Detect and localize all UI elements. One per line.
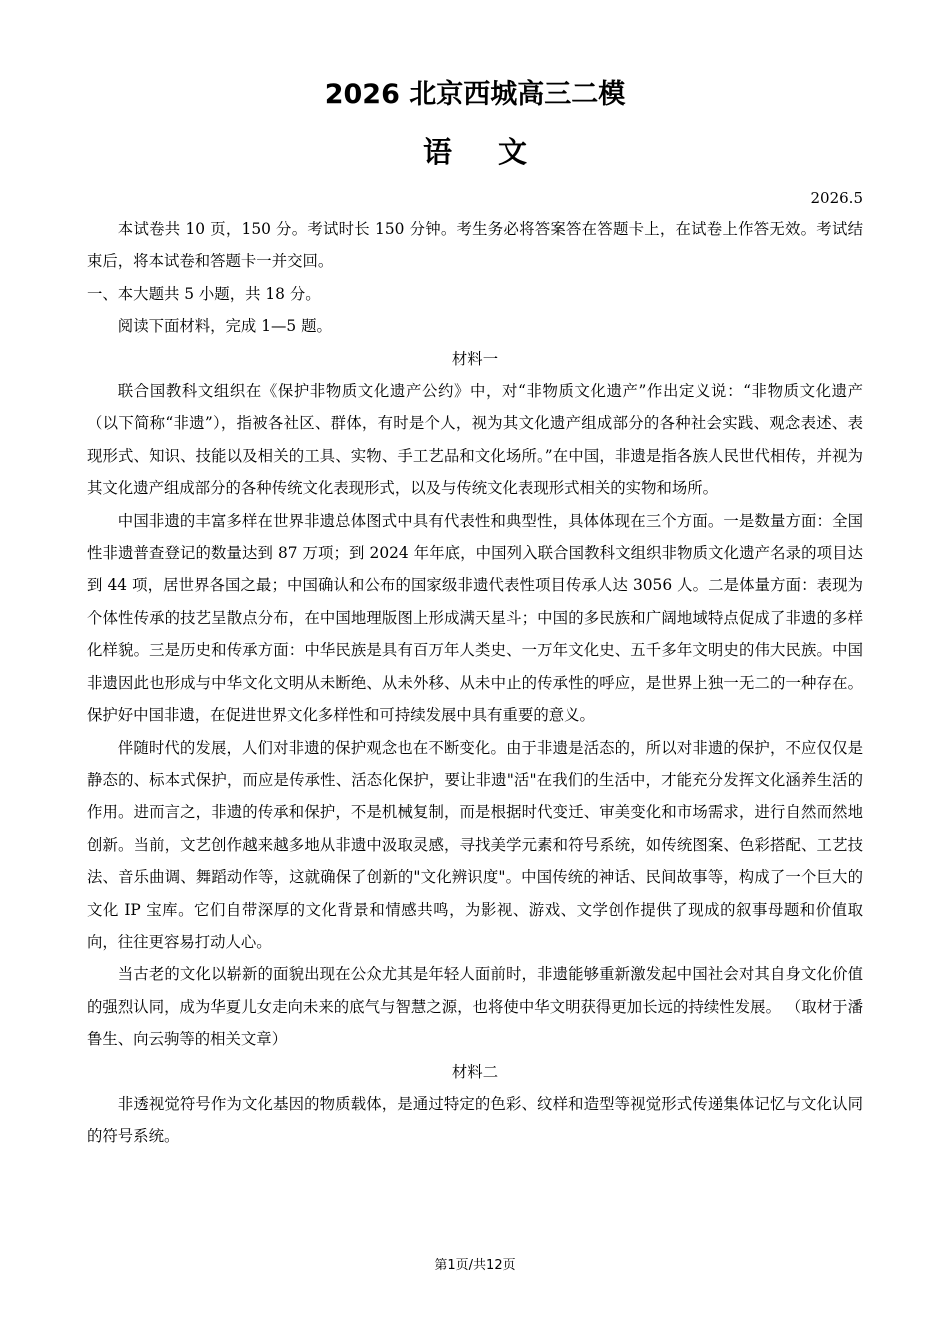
page-number: 第1页/共12页 bbox=[434, 1258, 516, 1273]
material-one-paragraph: 联合国教科文组织在《保护非物质文化遗产公约》中，对“非物质文化遗产”作出定义说：“非物质文化遗产（以下简称“非遗”），指被各社区、群体，有时是个人，视为其文化遗产组成部分的各种社会实践、观念表述、表现形式、知识、技能以及相关的工具、实物、手工艺品和文化场所。”在中国，非遗是指各族人民世代相传，并视为其文化遗产组成部分的各种传统文化表现形式，以及与传统文化表现形式相关的实物和场所。 bbox=[87, 382, 863, 498]
exam-instructions: 本试卷共 10 页，150 分。考试时长 150 分钟。考生务必将答案答在答题卡上，在试卷上作答无效。考试结束后，将本试卷和答题卡一并交回。 bbox=[87, 220, 863, 271]
material-one-paragraph: 中国非遗的丰富多样在世界非遗总体图式中具有代表性和典型性，具体体现在三个方面。一是数量方面：全国性非遗普查登记的数量达到 87 万项；到 2024 年年底，中国列入联合国教科文组织非物质文化遗产名录的项目达到 44 项，居世界各国之最；中国确认和公布的国家级非遗代表性项目传承人达 3056 人。二是体量方面：表现为个体性传承的技艺呈散点分布，在中国地理版图上形成满天星斗；中国的多民族和广阔地域特点促成了非遗的多样化样貌。三是历史和传承方面：中华民族是具有百万年人类史、一万年文化史、五千多年文明史的伟大民族。中国非遗因此也形成与中华文化文明从未断绝、从未外移、从未中止的传承性的呼应，是世界上独一无二的一种存在。保护好中国非遗，在促进世界文化多样性和可持续发展中具有重要的意义。 bbox=[87, 511, 863, 725]
section-prompt: 阅读下面材料，完成 1—5 题。 bbox=[117, 317, 332, 336]
exam-body bbox=[87, 213, 863, 1153]
section-heading: 一、本大题共 5 小题，共 18 分。 bbox=[87, 284, 321, 303]
subject-title: 语 文 bbox=[422, 135, 528, 169]
exam-title: 2026 北京西城高三二模 bbox=[324, 79, 626, 110]
material-one-paragraph: 伴随时代的发展，人们对非遗的保护观念也在不断变化。由于非遗是活态的，所以对非遗的保护，不应仅仅是静态的、标本式保护，而应是传承性、活态化保护，要让非遗"活"在我们的生活中，才能充分发挥文化涵养生活的作用。进而言之，非遗的传承和保护，不是机械复制，而是根据时代变迁、审美变化和市场需求，进行自然而然地创新。当前，文艺创作越来越多地从非遗中汲取灵感，寻找美学元素和符号系统，如传统图案、色彩搭配、工艺技法、音乐曲调、舞蹈动作等，这就确保了创新的"文化辨识度"。中国传统的神话、民间故事等，构成了一个巨大的文化 IP 宝库。它们自带深厚的文化背景和情感共鸣，为影视、游戏、文学创作提供了现成的叙事母题和价值取向，往往更容易打动人心。 bbox=[87, 738, 863, 951]
material-one-paragraph: 当古老的文化以崭新的面貌出现在公众尤其是年轻人面前时，非遗能够重新激发起中国社会对其自身文化价值的强烈认同，成为华夏儿女走向未来的底气与智慧之源，也将使中华文明获得更加长远的持续性发展。 （取材于潘鲁生、向云驹等的相关文章） bbox=[87, 965, 863, 1049]
material-two-paragraph: 非透视觉符号作为文化基因的物质载体，是通过特定的色彩、纹样和造型等视觉形式传递集体记忆与文化认同的符号系统。 bbox=[87, 1094, 863, 1146]
exam-date: 2026.5 bbox=[810, 189, 863, 207]
material-one-title: 材料一 bbox=[451, 349, 499, 368]
material-two-title: 材料二 bbox=[451, 1062, 499, 1081]
